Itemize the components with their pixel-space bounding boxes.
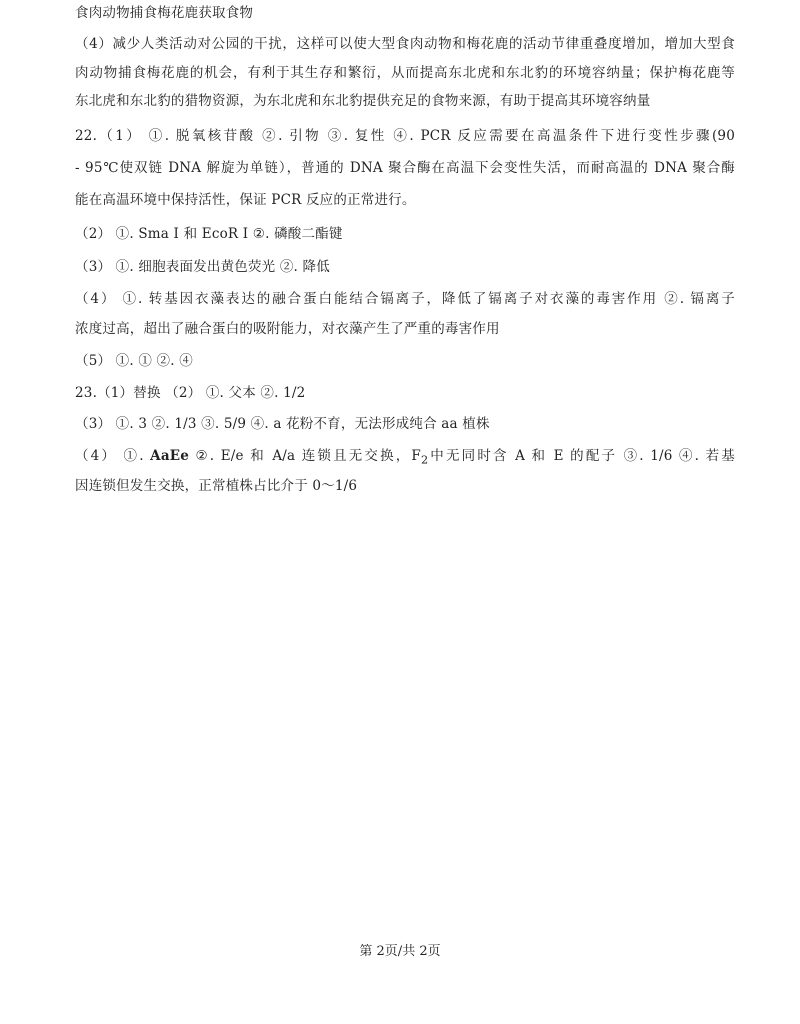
q23-line: 因连锁但发生交换，正常植株占比介于 0～1/6	[75, 478, 358, 494]
answer-line: 肉动物捕食梅花鹿的机会，有利于其生存和繁衍，从而提高东北虎和东北豹的环境容纳量；保护梅花鹿等	[75, 65, 735, 81]
q23-4-middle: ②. E/e 和 A/a 连锁且无交换，F	[189, 448, 421, 464]
page-footer: 第 2页/共 2页	[359, 944, 441, 959]
answer-line: 东北虎和东北豹的猎物资源，为东北虎和东北豹提供充足的食物来源，有助于提高其环境容纳量	[75, 93, 651, 109]
q22-line: - 95℃使双链 DNA 解旋为单链），普通的 DNA 聚合酶在高温下会变性失活，而耐高温的 DNA 聚合酶	[75, 160, 735, 176]
q22-line: （3） ①. 细胞表面发出黄色荧光 ②. 降低	[75, 259, 330, 275]
q23-line: 23.（1）替换 （2） ①. 父本 ②. 1/2	[75, 385, 306, 401]
q22-line: 22.（1） ①. 脱氧核苷酸 ②. 引物 ③. 复性 ④. PCR 反应需要在高温条件下进行变性步骤(90	[75, 128, 735, 144]
q22-line: 能在高温环境中保持活性，保证 PCR 反应的正常进行。	[75, 192, 416, 208]
q22-line: （2） ①. Sma Ⅰ 和 EcoR Ⅰ ②. 磷酸二酯键	[75, 226, 343, 242]
q23-4-suffix: 中无同时含 A 和 E 的配子 ③. 1/6 ④. 若基	[428, 448, 735, 464]
q23-line	[75, 446, 735, 471]
q22-line: （5） ①. ① ②. ④	[75, 353, 193, 369]
q22-line: （4） ①. 转基因衣藻表达的融合蛋白能结合镉离子，降低了镉离子对衣藻的毒害作用 ②. 镉离子	[75, 291, 735, 307]
q22-line: 浓度过高，超出了融合蛋白的吸附能力，对衣藻产生了严重的毒害作用	[75, 321, 500, 337]
genotype-text: AaEe	[150, 448, 190, 464]
q23-line: （3） ①. 3 ②. 1/3 ③. 5/9 ④. a 花粉不育，无法形成纯合 aa 植株	[75, 416, 490, 432]
answer-line: 食肉动物捕食梅花鹿获取食物	[75, 5, 254, 21]
q23-4-prefix: （4） ①.	[75, 448, 151, 464]
subscript: 2	[420, 453, 429, 467]
answer-line: （4）减少人类活动对公园的干扰，这样可以使大型食肉动物和梅花鹿的活动节律重叠度增加，增加大型食	[75, 36, 735, 52]
